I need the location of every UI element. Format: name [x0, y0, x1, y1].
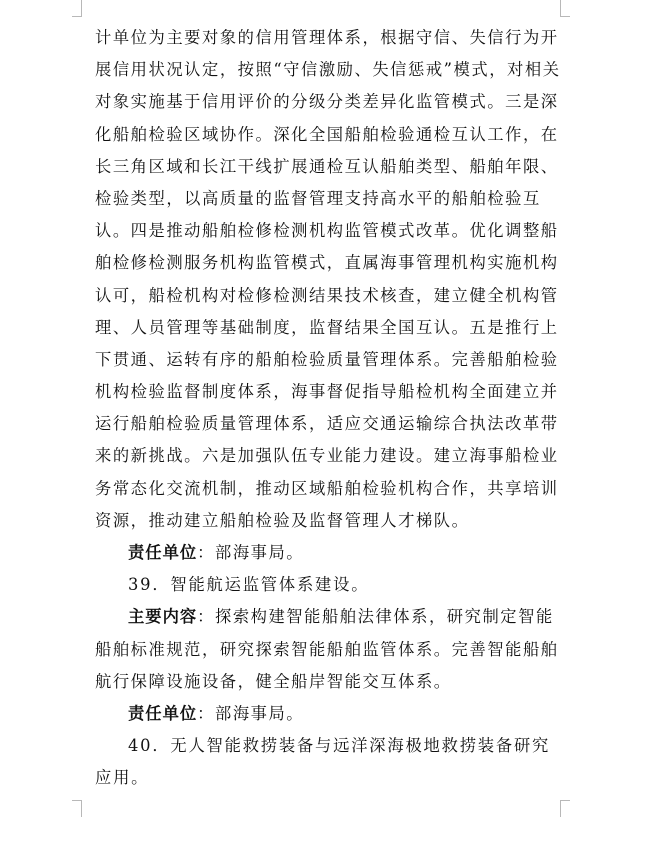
- body-line: 长三角区域和长江干线扩展通检互认船舶类型、船舶年限、: [95, 156, 559, 176]
- main-content-line: [95, 601, 565, 633]
- body-line: 展信用状况认定，按照“守信激励、失信惩戒”模式，对相关: [95, 60, 561, 80]
- body-line: 计单位为主要对象的信用管理体系，根据守信、失信行为开: [95, 28, 559, 47]
- body-line: 来的新挑战。六是加强队伍专业能力建设。建立海事船检业: [95, 446, 559, 466]
- item-40-title: 40．无人智能救捞装备与远洋深海极地救捞装备研究: [128, 736, 551, 756]
- responsible-unit-line: [95, 537, 565, 569]
- body-line: 资源，推动建立船舶检验及监督管理人才梯队。: [95, 510, 470, 530]
- item-39-title: 39．智能航运监管体系建设。: [128, 575, 370, 595]
- main-content-label: 主要内容: [128, 607, 198, 627]
- responsible-unit-line: [95, 698, 565, 730]
- body-line: 化船舶检验区域协作。深化全国船舶检验通检互认工作，在: [95, 124, 559, 144]
- body-line: 舶检修检测服务机构监管模式，直属海事管理机构实施机构: [95, 253, 559, 273]
- responsible-unit-value: 部海事局。: [214, 543, 305, 562]
- body-line: 船舶标准规范，研究探索智能船舶监管体系。完善智能船舶: [95, 639, 559, 659]
- body-line: 运行船舶检验质量管理体系，适应交通运输综合执法改革带: [95, 414, 559, 434]
- label-colon: ：: [197, 703, 215, 723]
- body-line: 认。四是推动船舶检修检测机构监管模式改革。优化调整船: [95, 221, 559, 241]
- page-corner-mark-top-right: [560, 0, 570, 17]
- item-40-title-continued: 应用。: [95, 768, 150, 788]
- body-line: 机构检验监督制度体系，海事督促指导船检机构全面建立并: [95, 382, 559, 402]
- label-colon: ：: [197, 543, 215, 562]
- label-colon: ：: [197, 607, 215, 627]
- body-line: 对象实施基于信用评价的分级分类差异化监管模式。三是深: [95, 92, 559, 112]
- main-content-text: 探索构建智能船舶法律体系，研究制定智能: [214, 607, 554, 627]
- body-line: 理、人员管理等基础制度，监督结果全国互认。五是推行上: [95, 317, 559, 337]
- responsible-unit-value: 部海事局。: [214, 703, 305, 723]
- body-line: 认可，船检机构对检修检测结果技术核查，建立健全机构管: [95, 285, 559, 305]
- page-corner-mark-bottom-right: [560, 800, 570, 817]
- page-corner-mark-top-left: [72, 0, 82, 17]
- body-line: 检验类型，以高质量的监督管理支持高水平的船舶检验互: [95, 188, 541, 208]
- responsible-unit-label: 责任单位: [128, 703, 198, 723]
- body-line: 下贯通、运转有序的船舶检验质量管理体系。完善船舶检验: [95, 349, 559, 369]
- page-corner-mark-bottom-left: [72, 800, 82, 817]
- document-body: [95, 22, 565, 795]
- responsible-unit-label: 责任单位: [128, 543, 198, 562]
- body-line: 航行保障设施设备，健全船岸智能交互体系。: [95, 671, 452, 691]
- body-line: 务常态化交流机制，推动区域船舶检验机构合作，共享培训: [95, 478, 559, 498]
